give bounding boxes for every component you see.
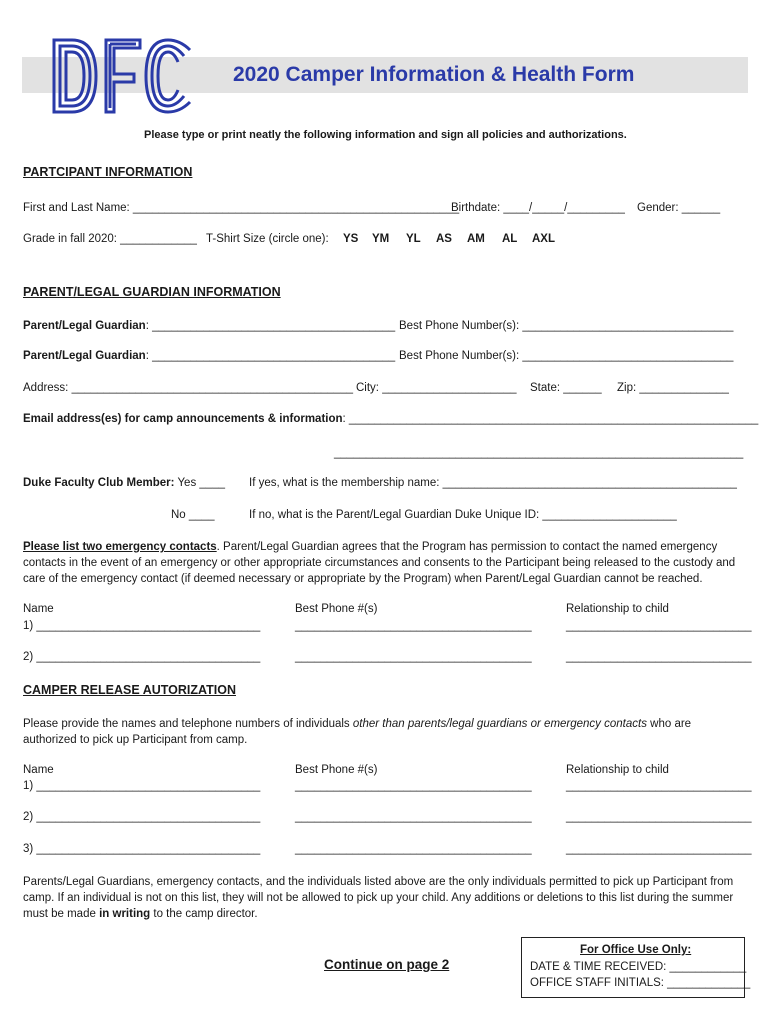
release-closing-bold: in writing bbox=[99, 908, 151, 920]
guardian-2-phone-field[interactable]: Best Phone Number(s): _________________________________ bbox=[399, 350, 734, 362]
email-field[interactable] bbox=[23, 413, 758, 425]
size-option[interactable]: AXL bbox=[532, 233, 555, 245]
release-2-name-field[interactable]: 2) ___________________________________ bbox=[23, 811, 261, 823]
guardian-line: : ______________________________________ bbox=[145, 350, 396, 362]
emergency-col-phone: Best Phone #(s) bbox=[295, 603, 378, 615]
email-field-line-2[interactable]: ________________________________________________________________ bbox=[334, 447, 744, 459]
release-col-name: Name bbox=[23, 764, 54, 776]
participant-name-field[interactable]: First and Last Name: ___________________________________________________ bbox=[23, 202, 460, 214]
release-intro-italic: other than parents/legal guardians or emergency contacts bbox=[352, 718, 647, 730]
emergency-2-phone-field[interactable]: _____________________________________ bbox=[295, 651, 532, 663]
zip-field[interactable]: Zip: ______________ bbox=[617, 382, 729, 394]
emergency-intro bbox=[23, 539, 747, 587]
release-1-phone-field[interactable]: _____________________________________ bbox=[295, 780, 532, 792]
release-heading: CAMPER RELEASE AUTORIZATION bbox=[23, 683, 236, 697]
guardian-heading: PARENT/LEGAL GUARDIAN INFORMATION bbox=[23, 285, 281, 299]
emergency-col-name: Name bbox=[23, 603, 54, 615]
office-date-field[interactable]: DATE & TIME RECEIVED: ____________ bbox=[530, 961, 747, 973]
dfc-member-no[interactable]: No ____ bbox=[171, 509, 215, 521]
release-col-phone: Best Phone #(s) bbox=[295, 764, 378, 776]
guardian-label: Parent/Legal Guardian bbox=[23, 350, 146, 362]
dfc-member-label: Duke Faculty Club Member: bbox=[23, 477, 175, 489]
state-field[interactable]: State: ______ bbox=[530, 382, 602, 394]
emergency-1-relationship-field[interactable]: _____________________________ bbox=[566, 620, 752, 632]
duke-unique-id-field[interactable]: If no, what is the Parent/Legal Guardian Duke Unique ID: _____________________ bbox=[249, 509, 677, 521]
emergency-1-name-field[interactable]: 1) ___________________________________ bbox=[23, 620, 261, 632]
membership-name-field[interactable]: If yes, what is the membership name: ______________________________________________ bbox=[249, 477, 737, 489]
release-intro-text: Please provide the names and telephone numbers of individuals bbox=[23, 718, 353, 730]
release-intro bbox=[23, 716, 747, 748]
size-option[interactable]: AL bbox=[502, 233, 518, 245]
office-use-title: For Office Use Only: bbox=[580, 944, 692, 956]
size-option[interactable]: YL bbox=[406, 233, 421, 245]
email-label: Email address(es) for camp announcements & information bbox=[23, 413, 343, 425]
guardian-1-phone-field[interactable]: Best Phone Number(s): _________________________________ bbox=[399, 320, 734, 332]
release-2-relationship-field[interactable]: _____________________________ bbox=[566, 811, 752, 823]
address-field[interactable]: Address: ____________________________________________ bbox=[23, 382, 353, 394]
birthdate-field[interactable]: Birthdate: ____/_____/_________ bbox=[451, 202, 625, 214]
dfc-yes-line: Yes ____ bbox=[174, 477, 225, 489]
guardian-2-field[interactable] bbox=[23, 350, 395, 362]
form-subtitle: Please type or print neatly the following information and sign all policies and authorizations. bbox=[144, 129, 627, 141]
grade-field[interactable]: Grade in fall 2020: ____________ bbox=[23, 233, 197, 245]
release-2-phone-field[interactable]: _____________________________________ bbox=[295, 811, 532, 823]
emergency-1-phone-field[interactable]: _____________________________________ bbox=[295, 620, 532, 632]
release-3-relationship-field[interactable]: _____________________________ bbox=[566, 843, 752, 855]
guardian-1-field[interactable] bbox=[23, 320, 395, 332]
office-initials-field[interactable]: OFFICE STAFF INITIALS: _____________ bbox=[530, 977, 751, 989]
release-3-name-field[interactable]: 3) ___________________________________ bbox=[23, 843, 261, 855]
participant-heading: PARTCIPANT INFORMATION bbox=[23, 165, 193, 179]
emergency-intro-text: . Parent/Legal Guardian agrees that the Program has permission to contact the named emergency contacts in the event of an emergency or other appropriate circumstances and consents to the Participant being released to the custody and care of the emergency contact (if deemed necessary or appropriate by the Program) when Parent/Legal Guardian cannot be reached. bbox=[23, 541, 736, 585]
email-line: : ________________________________________________________________ bbox=[342, 413, 759, 425]
city-field[interactable]: City: _____________________ bbox=[356, 382, 517, 394]
tshirt-label: T-Shirt Size (circle one): bbox=[206, 233, 329, 245]
size-option[interactable]: YM bbox=[372, 233, 390, 245]
release-closing-text-end: to the camp director. bbox=[150, 908, 258, 920]
release-1-relationship-field[interactable]: _____________________________ bbox=[566, 780, 752, 792]
dfc-member-yes[interactable] bbox=[23, 477, 225, 489]
gender-field[interactable]: Gender: ______ bbox=[637, 202, 721, 214]
size-option[interactable]: AM bbox=[467, 233, 485, 245]
size-option[interactable]: AS bbox=[436, 233, 452, 245]
continue-note: Continue on page 2 bbox=[324, 957, 450, 972]
emergency-col-relationship: Relationship to child bbox=[566, 603, 669, 615]
release-closing-text: Parents/Legal Guardians, emergency contacts, and the individuals listed above are the only individuals permitted to pick up Participant from camp. If an individual is not on this list, they will not be allowed to pick up your child. Any additions or deletions to this list during the summer must be made bbox=[23, 876, 734, 920]
release-1-name-field[interactable]: 1) ___________________________________ bbox=[23, 780, 261, 792]
emergency-intro-bold: Please list two emergency contacts bbox=[23, 541, 217, 553]
release-intro-text-end: who are authorized to pick up Participant from camp. bbox=[23, 718, 692, 746]
emergency-2-relationship-field[interactable]: _____________________________ bbox=[566, 651, 752, 663]
release-3-phone-field[interactable]: _____________________________________ bbox=[295, 843, 532, 855]
size-option[interactable]: YS bbox=[343, 233, 359, 245]
dfc-logo bbox=[50, 36, 200, 116]
form-title: 2020 Camper Information & Health Form bbox=[233, 63, 635, 86]
guardian-label: Parent/Legal Guardian bbox=[23, 320, 146, 332]
release-col-relationship: Relationship to child bbox=[566, 764, 669, 776]
release-closing bbox=[23, 874, 747, 922]
guardian-line: : ______________________________________ bbox=[145, 320, 396, 332]
emergency-2-name-field[interactable]: 2) ___________________________________ bbox=[23, 651, 261, 663]
